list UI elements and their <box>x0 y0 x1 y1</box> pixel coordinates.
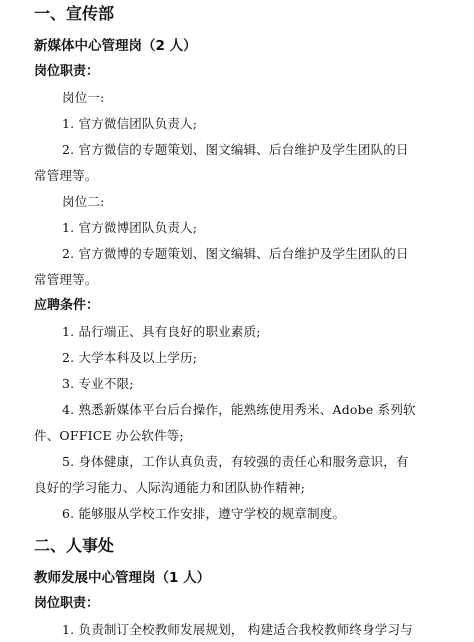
requirement-item: 1. 品行端正、具有良好的职业素质; <box>62 324 261 339</box>
requirement-item: 3. 专业不限; <box>62 376 134 391</box>
requirement-item: 4. 熟悉新媒体平台后台操作，能熟练使用秀米、Adobe 系列软 <box>62 402 416 417</box>
duty-item: 1. 官方微博团队负责人; <box>62 220 198 235</box>
duties-heading: 岗位职责： <box>34 596 100 611</box>
requirement-item: 5. 身体健康，工作认真负责，有较强的责任心和服务意识，有 <box>62 454 409 469</box>
requirement-item: 6. 能够服从学校工作安排，遵守学校的规章制度。 <box>62 506 346 521</box>
duties-heading: 岗位职责： <box>34 64 100 79</box>
requirement-item-continuation: 良好的学习能力、人际沟通能力和团队协作精神; <box>34 480 306 495</box>
requirement-item: 2. 大学本科及以上学历; <box>62 350 198 365</box>
duty-item: 1. 负责制订全校教师发展规划， 构建适合我校教师终身学习与 <box>62 622 413 637</box>
duty-item-continuation: 常管理等。 <box>34 272 98 287</box>
post-title-teacher-development: 教师发展中心管理岗（1 人） <box>34 570 211 586</box>
duty-item: 1. 官方微信团队负责人; <box>62 116 198 131</box>
duty-item: 2. 官方微博的专题策划、图文编辑、后台维护及学生团队的日 <box>62 246 409 261</box>
duty-item-continuation: 常管理等。 <box>34 168 98 183</box>
post-title-new-media: 新媒体中心管理岗（2 人） <box>34 38 197 54</box>
duty-item: 2. 官方微信的专题策划、图文编辑、后台维护及学生团队的日 <box>62 142 409 157</box>
section-title-publicity: 一、宣传部 <box>34 4 115 23</box>
position-two-label: 岗位二: <box>62 194 105 209</box>
requirement-item-continuation: 件、OFFICE 办公软件等; <box>34 428 184 443</box>
section-title-hr: 二、人事处 <box>34 536 115 555</box>
requirements-heading: 应聘条件： <box>34 298 100 313</box>
position-one-label: 岗位一: <box>62 90 105 105</box>
